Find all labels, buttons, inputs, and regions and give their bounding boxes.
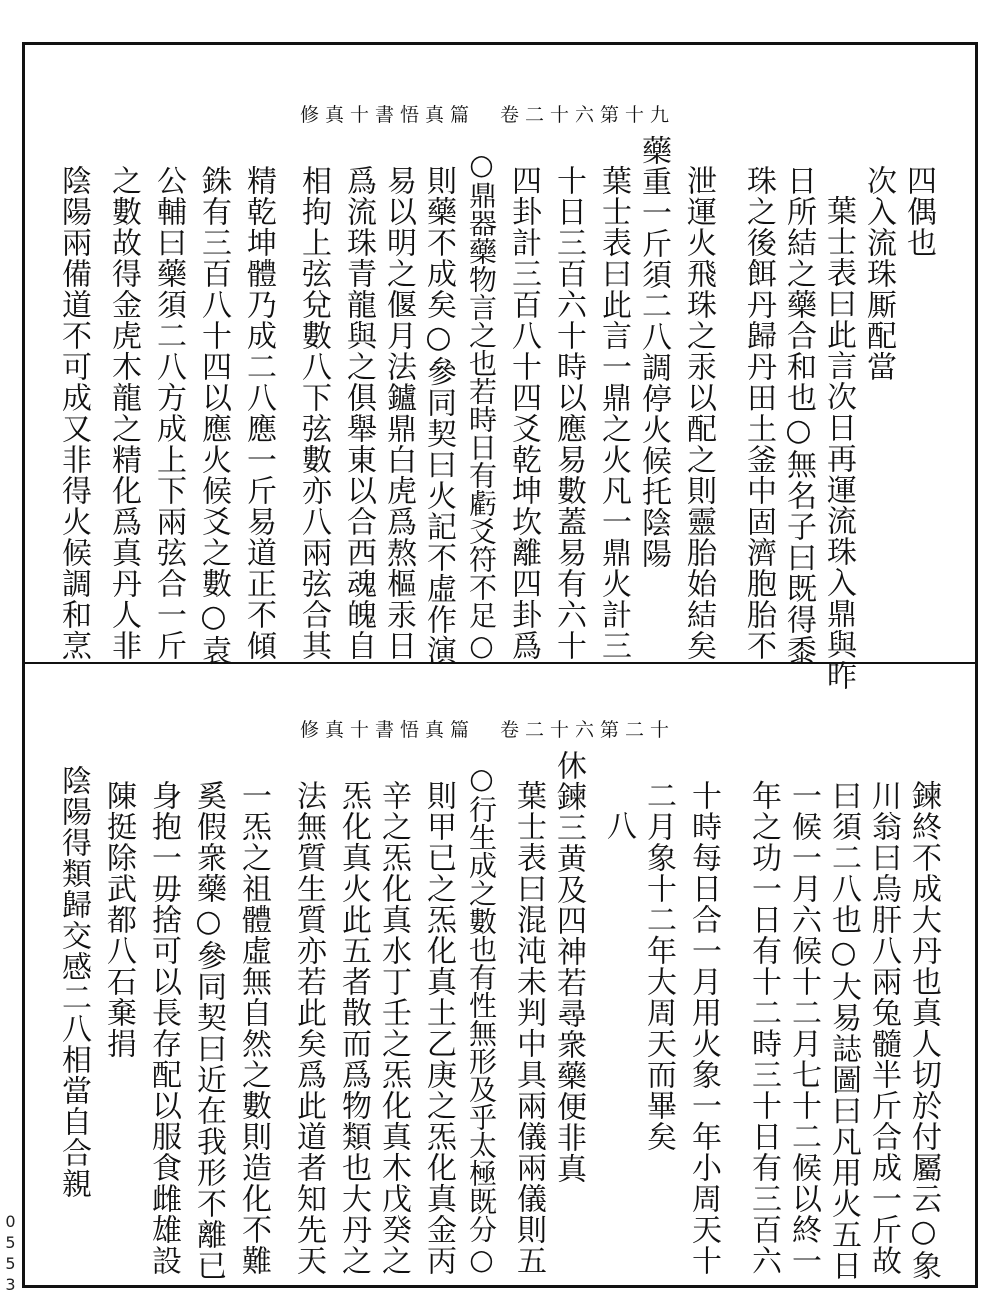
text-column: 四偶也 xyxy=(901,165,936,258)
text-column: 葉士表曰此言一鼎之火凡一鼎火計三 xyxy=(596,165,631,661)
text-column: 銖有三百八十四以應火候爻之數○袁 xyxy=(196,165,231,666)
text-column: 之數故得金虎木龍之精化爲真丹人非 xyxy=(106,165,141,661)
text-column: 曰須二八也○大易誌圖曰凡用火五日 xyxy=(826,780,861,1281)
text-column: 年之功一日有十二時三十日有三百六 xyxy=(746,780,781,1276)
page-number: 0553 xyxy=(1,1212,20,1296)
text-column: 陰陽得類歸交感二八相當自合親 xyxy=(56,765,91,1199)
text-column: 十日三百六十時以應易數蓋易有六十 xyxy=(551,165,586,661)
text-column: 法無質生質亦若此矣爲此道者知先天 xyxy=(291,780,326,1276)
text-column: 葉士表曰混沌未判中具兩儀兩儀則五 xyxy=(511,780,546,1276)
text-column: 藥重一斤須二八調停火候托陰陽 xyxy=(636,135,671,569)
text-column: 日所結之藥合和也○無名子曰既得黍 xyxy=(781,165,816,666)
text-column: 八 xyxy=(601,810,636,841)
text-column: 鍊終不成大丹也真人切於付屬云○象 xyxy=(906,780,941,1281)
text-column: 身抱一毋捨可以長存配以服食雌雄設 xyxy=(146,780,181,1276)
text-column: 珠之後餌丹歸丹田土釜中固濟胞胎不 xyxy=(741,165,776,661)
text-column: 相拘上弦兌數八下弦數亦八兩弦合其 xyxy=(296,165,331,661)
text-column: 陰陽兩備道不可成又非得火候調和烹 xyxy=(56,165,91,661)
text-column: 則甲已之炁化真土乙庚之炁化真金丙 xyxy=(421,780,456,1276)
text-column: 公輔曰藥須二八方成上下兩弦合一斤 xyxy=(151,165,186,661)
running-head-upper: 修真十書悟真篇 卷二十六第十九 xyxy=(300,104,676,126)
text-column: 次入流珠厮配當 xyxy=(861,165,896,382)
text-column: 十時每日合一月用火象一年小周天十 xyxy=(686,780,721,1276)
text-column: 則藥不成矣○參同契曰火記不虛作演 xyxy=(421,165,456,666)
text-column: ○鼎器藥物言之也若時日有虧爻符不足○ xyxy=(465,148,498,662)
text-column: 葉士表曰此言次日再運流珠入鼎與昨 xyxy=(821,195,856,691)
text-column: 辛之炁化真水丁壬之炁化真木戊癸之 xyxy=(376,780,411,1276)
text-column: 炁化真火此五者散而爲物類也大丹之 xyxy=(336,780,371,1276)
text-column: 爲流珠青龍與之俱舉東以合西魂魄自 xyxy=(341,165,376,661)
text-column: 精乾坤體乃成二八應一斤易道正不傾 xyxy=(241,165,276,661)
text-column: 川翁曰烏肝八兩兔髓半斤合成一斤故 xyxy=(866,780,901,1276)
text-column: 四卦計三百八十四爻乾坤坎離四卦爲 xyxy=(506,165,541,661)
text-column: 休鍊三黄及四神若尋衆藥便非真 xyxy=(551,750,586,1184)
text-column: 陳挺除武都八石棄捐 xyxy=(101,780,136,1059)
running-head-lower: 修真十書悟真篇 卷二十六第二十 xyxy=(300,719,676,741)
text-column: 易以明之偃月法鑪鼎白虎爲熬樞汞日 xyxy=(381,165,416,661)
text-column: 一炁之祖體虛無自然之數則造化不難 xyxy=(236,780,271,1276)
text-column: 奚假衆藥○參同契曰近在我形不離已 xyxy=(191,780,226,1281)
text-column: 二月象十二年大周天而畢矣 xyxy=(641,780,676,1152)
text-column: 泄運火飛珠之汞以配之則靈胎始結矣 xyxy=(681,165,716,661)
text-column: 一候一月六候十二月七十二候以終一 xyxy=(786,780,821,1276)
text-column: ○行生成之數也有性無形及乎太極既分○ xyxy=(465,762,498,1276)
